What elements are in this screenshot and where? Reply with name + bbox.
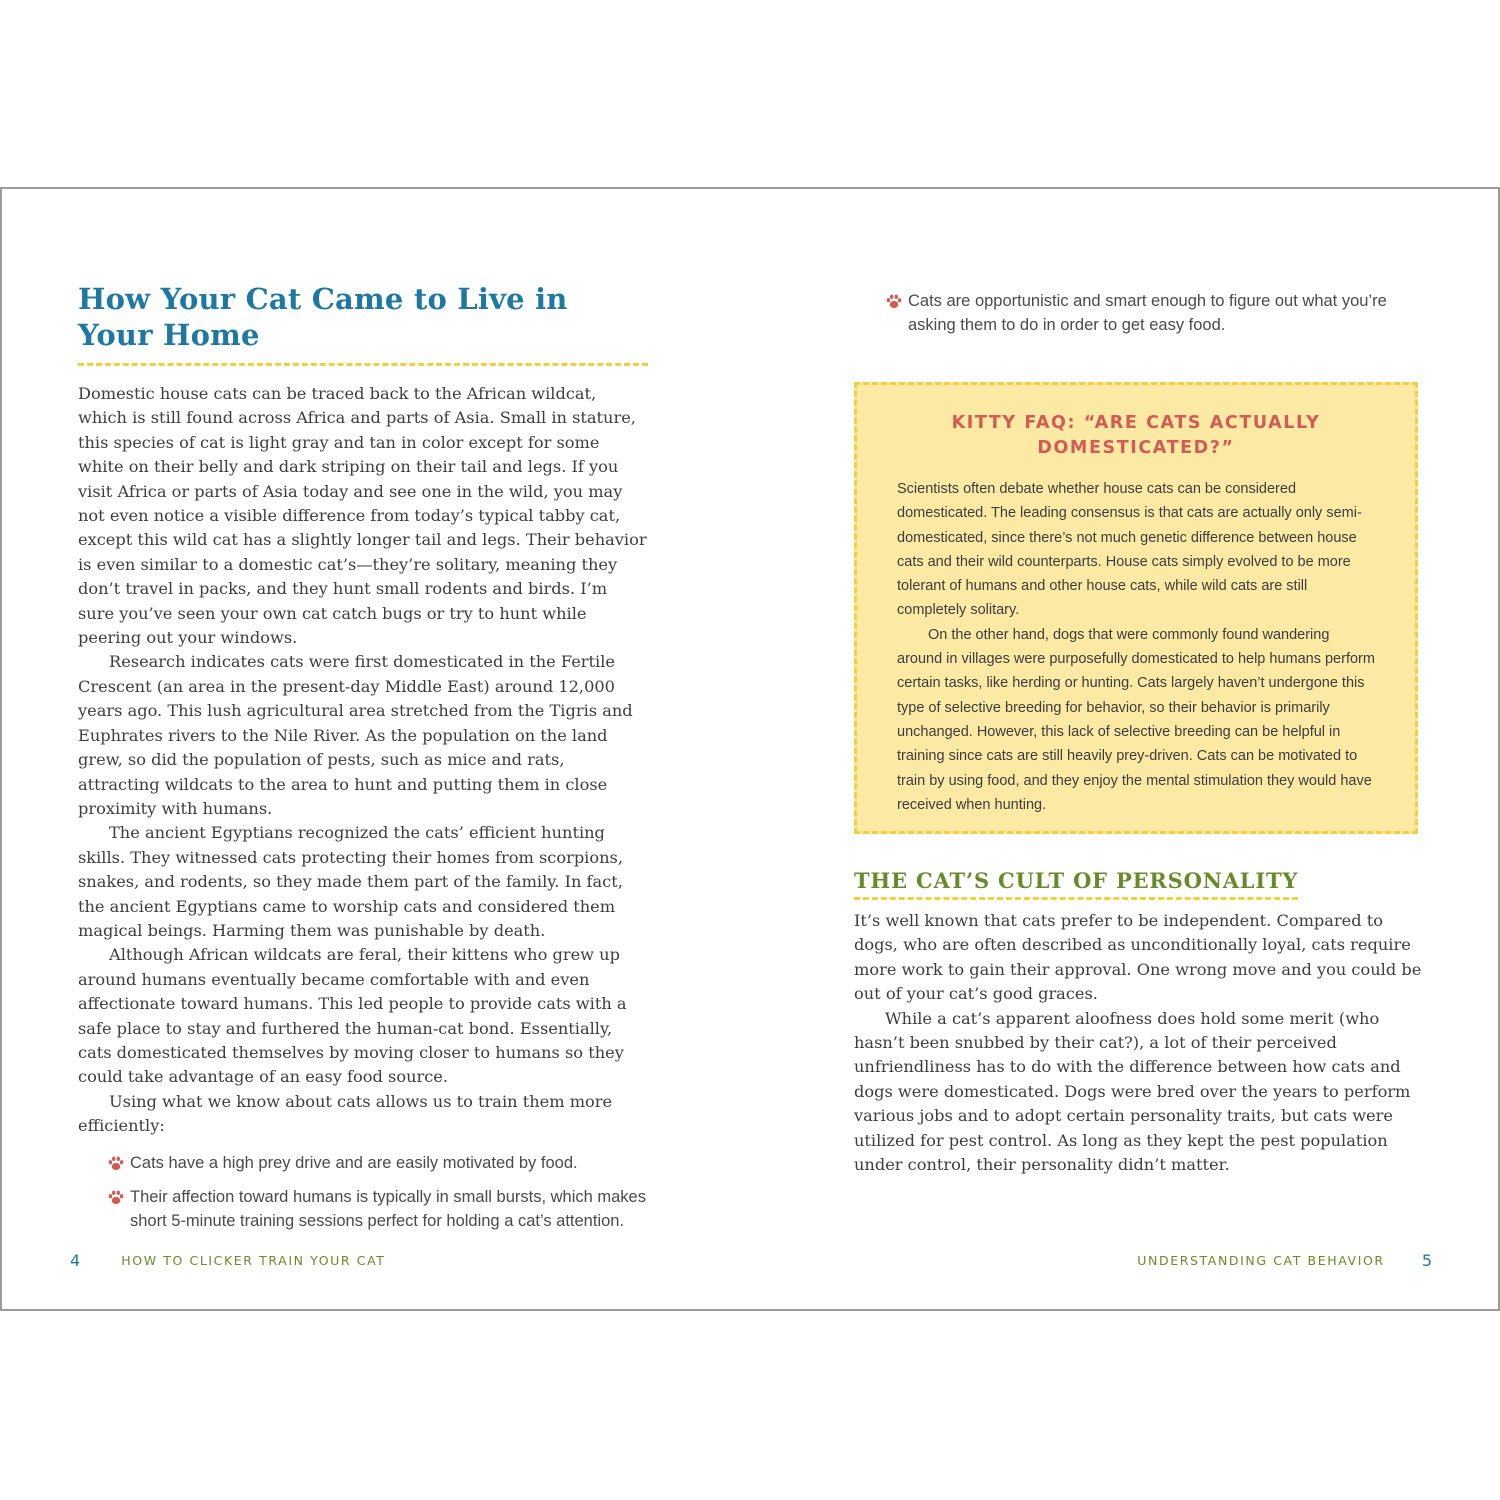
book-spread (0, 187, 1500, 1311)
page-number: 5 (1421, 1251, 1432, 1270)
right-body (854, 909, 1424, 1177)
page-number: 4 (70, 1251, 81, 1270)
paw-print-icon (108, 1190, 124, 1205)
running-head: HOW TO CLICKER TRAIN YOUR CAT (121, 1253, 386, 1268)
left-page (78, 281, 648, 1244)
right-page-top (854, 289, 1424, 348)
paragraph: Domestic house cats can be traced back to the African wildcat, which is still found across Africa and parts of Asia. Small in stature, this species of cat is light gray and tan in color except for some white on their belly and dark striping on their tail and legs. If you visit Africa or parts of Asia today and see one in the wild, you may not even notice a visible difference from today’s typical tabby cat, except this wild cat has a slightly longer tail and legs. Their behavior is even similar to a domestic cat’s—they’re solitary, meaning they don’t travel in packs, and they hunt small rodents and birds. I’m sure you’ve seen your own cat catch bugs or try to hunt while peering out your windows. (78, 384, 647, 648)
left-footer (70, 1251, 385, 1270)
paragraph: Research indicates cats were first domesticated in the Fertile Crescent (an area in the present-day Middle East) around 12,000 years ago. This lush agricultural area stretched from the Tigris and Euphrates rivers to the Nile River. As the population on the land grew, so did the population of pests, such as mice and rats, attracting wildcats to the area to hunt and putting them in close proximity with humans. (78, 652, 633, 818)
bullet-list (854, 289, 1424, 338)
running-head: UNDERSTANDING CAT BEHAVIOR (1137, 1253, 1385, 1268)
faq-body (897, 477, 1375, 817)
paragraph: The ancient Egyptians recognized the cats’ efficient hunting skills. They witnessed cats protecting their homes from scorpions, snakes, and rodents, so they made them part of the family. In fact, the ancient Egyptians came to worship cats and considered them magical beings. Harming them was punishable by death. (78, 823, 623, 940)
list-item-text: Their affection toward humans is typically in small bursts, which makes short 5-minute training sessions perfect for holding a cat’s attention. (130, 1188, 646, 1231)
list-item (854, 289, 1424, 338)
faq-title: KITTY FAQ: “ARE CATS ACTUALLY DOMESTICATED?” (951, 413, 1321, 458)
bullet-list (78, 1151, 648, 1234)
list-item-text: Cats are opportunistic and smart enough to figure out what you’re asking them to do in order to get easy food. (908, 292, 1387, 335)
list-item (78, 1151, 648, 1175)
faq-paragraph: Scientists often debate whether house cats can be considered domesticated. The leading consensus is that cats are actually only semi-domesticated, since there’s not much genetic difference between house cats and their wild counterparts. House cats simply evolved to be more tolerant of humans and other house cats, while wild cats are still completely solitary. (897, 481, 1362, 619)
faq-sidebar (854, 382, 1418, 834)
paw-print-icon (886, 294, 902, 309)
list-item-text: Cats have a high prey drive and are easily motivated by food. (130, 1153, 578, 1172)
chapter-title: How Your Cat Came to Live in Your Home (78, 281, 648, 366)
paragraph: Although African wildcats are feral, their kittens who grew up around humans eventually became comfortable with and even affectionate toward humans. This led people to provide cats with a safe place to stay and furthered the human-cat bond. Essentially, cats domesticated themselves by moving closer to humans so they could take advantage of an easy food source. (78, 945, 627, 1087)
right-footer (1137, 1251, 1432, 1270)
faq-paragraph: On the other hand, dogs that were commonly found wandering around in villages were purposefully domesticated to help humans perform certain tasks, like herding or hunting. Cats largely haven’t undergone this type of selective breeding for behavior, so their behavior is primarily unchanged. However, this lack of selective breeding can be helpful in training since cats are still heavily prey-driven. Cats can be motivated to train by using food, and they enjoy the mental stimulation they would have received when hunting. (897, 626, 1375, 813)
section-title: THE CAT’S CULT OF PERSONALITY (854, 867, 1298, 900)
paragraph: Using what we know about cats allows us to train them more efficiently: (78, 1091, 613, 1136)
list-item (78, 1185, 648, 1234)
paragraph: While a cat’s apparent aloofness does hold some merit (who hasn’t been snubbed by their cat?), a lot of their perceived unfriendliness has to do with the difference between how cats and dogs were domesticated. Dogs were bred over the years to perform various jobs and to adopt certain personality traits, but cats were utilized for pest control. As long as they kept the pest population under control, their personality didn’t matter. (854, 1008, 1411, 1175)
paw-print-icon (108, 1156, 124, 1171)
paragraph: It’s well known that cats prefer to be independent. Compared to dogs, who are often described as unconditionally loyal, cats require more work to gain their approval. One wrong move and you could be out of your cat’s good graces. (854, 911, 1422, 1004)
left-body (78, 382, 648, 1139)
